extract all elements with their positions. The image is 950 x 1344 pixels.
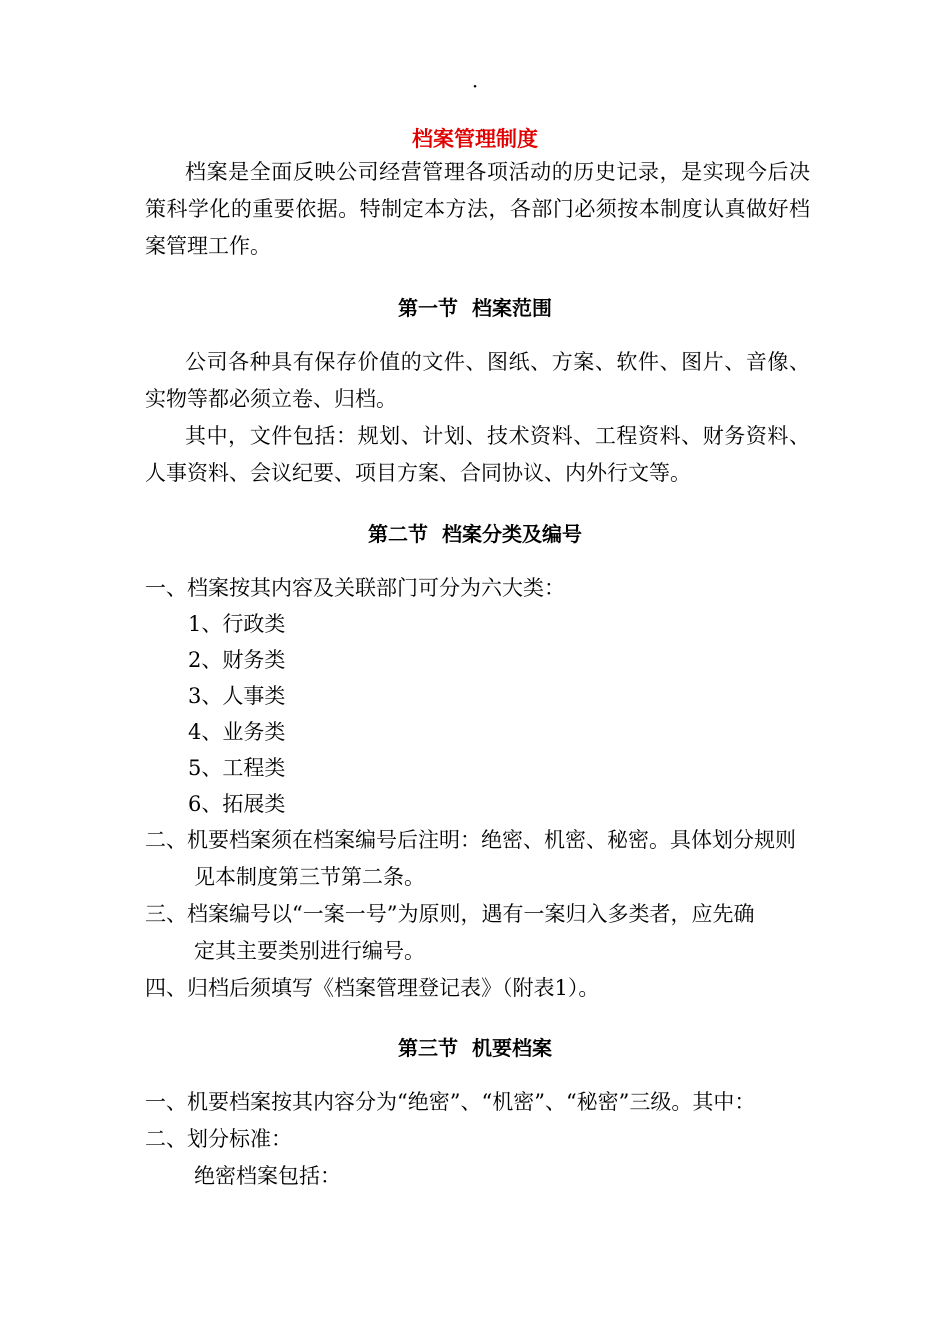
section3-item-2: 二、划分标准： xyxy=(145,1127,292,1151)
section1-paragraph-1: 公司各种具有保存价值的文件、图纸、方案、软件、图片、音像、实物等都必须立卷、归档。 xyxy=(145,350,810,411)
section3-subheading: 绝密档案包括： xyxy=(194,1164,341,1188)
category-item: 2、财务类 xyxy=(188,648,286,672)
category-item: 5、工程类 xyxy=(188,756,286,780)
section3-heading: 第三节 机要档案 xyxy=(398,1036,552,1060)
section3-item-1: 一、机要档案按其内容分为“绝密”、“机密”、“秘密”三级。其中： xyxy=(145,1090,756,1114)
category-item: 4、业务类 xyxy=(188,720,286,744)
section1-paragraph-2: 其中，文件包括：规划、计划、技术资料、工程资料、财务资料、人事资料、会议纪要、项目方案、合同协议、内外行文等。 xyxy=(145,424,810,485)
document-title: 档案管理制度 xyxy=(412,127,538,151)
category-item: 1、行政类 xyxy=(188,612,286,636)
intro-paragraph: 档案是全面反映公司经营管理各项活动的历史记录，是实现今后决策科学化的重要依据。特制定本方法，各部门必须按本制度认真做好档案管理工作。 xyxy=(145,160,810,258)
section2-item-3-line1: 三、档案编号以“一案一号”为原则，遇有一案归入多类者，应先确 xyxy=(145,902,755,926)
section2-item-2-line2: 见本制度第三节第二条。 xyxy=(194,865,425,889)
section2-item-2-line1: 二、机要档案须在档案编号后注明：绝密、机密、秘密。具体划分规则 xyxy=(145,828,796,852)
page-dot: · xyxy=(471,74,479,98)
section2-heading: 第二节 档案分类及编号 xyxy=(368,522,582,546)
section2-item-3-line2: 定其主要类别进行编号。 xyxy=(194,939,425,963)
category-item: 3、人事类 xyxy=(188,684,286,708)
section2-item-1: 一、档案按其内容及关联部门可分为六大类： xyxy=(145,576,565,600)
category-item: 6、拓展类 xyxy=(188,792,286,816)
section2-item-4: 四、归档后须填写《档案管理登记表》（附表1）。 xyxy=(145,976,600,1000)
section1-heading: 第一节 档案范围 xyxy=(398,296,552,320)
